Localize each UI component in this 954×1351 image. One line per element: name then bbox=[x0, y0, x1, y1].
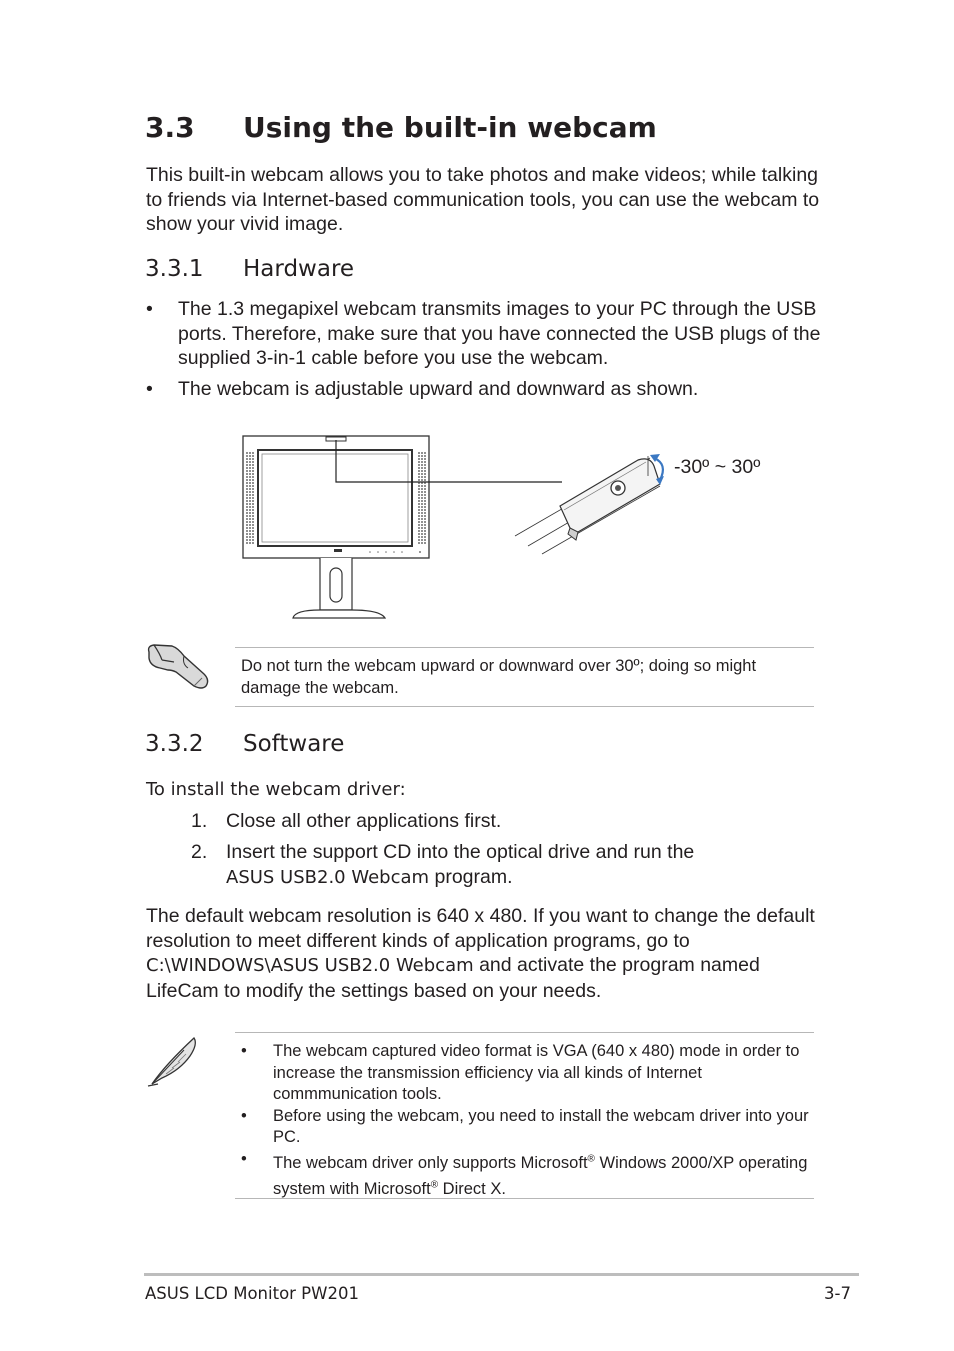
list-item bbox=[241, 1106, 816, 1149]
registered-mark: ® bbox=[430, 1179, 439, 1191]
bullet-icon: • bbox=[241, 1106, 247, 1125]
bullet-icon: • bbox=[241, 1149, 247, 1168]
note-text bbox=[273, 1154, 807, 1198]
step-number: 2. bbox=[191, 841, 208, 863]
resolution-paragraph bbox=[146, 904, 816, 1003]
procedure-title: To install the webcam driver: bbox=[146, 779, 406, 800]
feather-note-icon bbox=[144, 1034, 200, 1090]
warning-hand-icon bbox=[144, 640, 212, 692]
bullet-icon: • bbox=[146, 377, 153, 400]
list-item bbox=[241, 1041, 816, 1106]
hardware-bullet-text: The webcam is adjustable upward and downward as shown. bbox=[178, 377, 699, 400]
warning-note-text: Do not turn the webcam upward or downward over 30º; doing so might damage the webcam. bbox=[241, 657, 757, 697]
footer-rule bbox=[144, 1273, 859, 1276]
hardware-bullet-text: The 1.3 megapixel webcam transmits images to your PC through the USB ports. Therefore, make sure that you have connected the USB plugs of the supplied 3-in-1 cable before you use the webcam. bbox=[178, 298, 821, 369]
note-text: Before using the webcam, you need to install the webcam driver into your PC. bbox=[273, 1106, 809, 1146]
hardware-bullet-list bbox=[146, 297, 826, 401]
resolution-text-end: and activate the program named LifeCam to modify the settings based on your needs. bbox=[146, 954, 760, 1002]
driver-path: C:\WINDOWS\ASUS USB2.0 Webcam bbox=[146, 955, 474, 976]
note-text-part: Windows 2000/XP operating system with Microsoft bbox=[273, 1154, 808, 1198]
note-rule-bottom bbox=[235, 706, 814, 707]
list-item bbox=[146, 377, 826, 402]
section-heading bbox=[145, 111, 657, 144]
software-number: 3.3.2 bbox=[145, 731, 204, 757]
intro-paragraph: This built-in webcam allows you to take photos and make videos; while talking to friends via Internet-based communication tools, you can use the webcam to show your vivid image. bbox=[146, 164, 820, 235]
note-text-part: The webcam driver only supports Microsoft bbox=[273, 1154, 588, 1172]
list-item bbox=[146, 297, 826, 371]
webcam-closeup-illustration bbox=[515, 458, 660, 554]
bullet-icon: • bbox=[241, 1042, 247, 1060]
step-text: Insert the support CD into the optical drive and run the bbox=[226, 841, 695, 863]
note-rule-bottom bbox=[235, 1198, 814, 1199]
step-number: 1. bbox=[191, 810, 208, 832]
info-note-list bbox=[241, 1041, 816, 1201]
program-name: ASUS USB2.0 Webcam bbox=[226, 866, 430, 888]
note-rule-top bbox=[235, 647, 814, 648]
section-number: 3.3 bbox=[145, 111, 195, 144]
step-text: Close all other applications first. bbox=[226, 810, 502, 832]
footer-title: ASUS LCD Monitor PW201 bbox=[145, 1284, 359, 1303]
step-2 bbox=[191, 840, 811, 890]
angle-label: -30º ~ 30º bbox=[674, 456, 761, 478]
hardware-heading bbox=[145, 256, 354, 282]
page-number: 3-7 bbox=[824, 1284, 851, 1303]
note-rule-top bbox=[235, 1032, 814, 1033]
section-title: Using the built-in webcam bbox=[243, 111, 657, 144]
registered-mark: ® bbox=[587, 1153, 595, 1165]
step-text-suffix: program. bbox=[429, 865, 513, 888]
hardware-number: 3.3.1 bbox=[145, 256, 204, 282]
note-text-part: Direct X. bbox=[438, 1180, 506, 1198]
list-item bbox=[241, 1149, 816, 1201]
bullet-icon: • bbox=[146, 298, 153, 320]
software-heading bbox=[145, 731, 344, 757]
step-1 bbox=[191, 809, 501, 834]
hardware-title: Hardware bbox=[243, 256, 355, 282]
note-text: The webcam captured video format is VGA (640 x 480) mode in order to increase the transmission efficiency via all kinds of Internet commmunication tools. bbox=[273, 1042, 800, 1103]
software-title: Software bbox=[243, 731, 345, 757]
resolution-text: The default webcam resolution is 640 x 480. If you want to change the default resolution to meet different kinds of application programs, go to bbox=[146, 905, 815, 952]
